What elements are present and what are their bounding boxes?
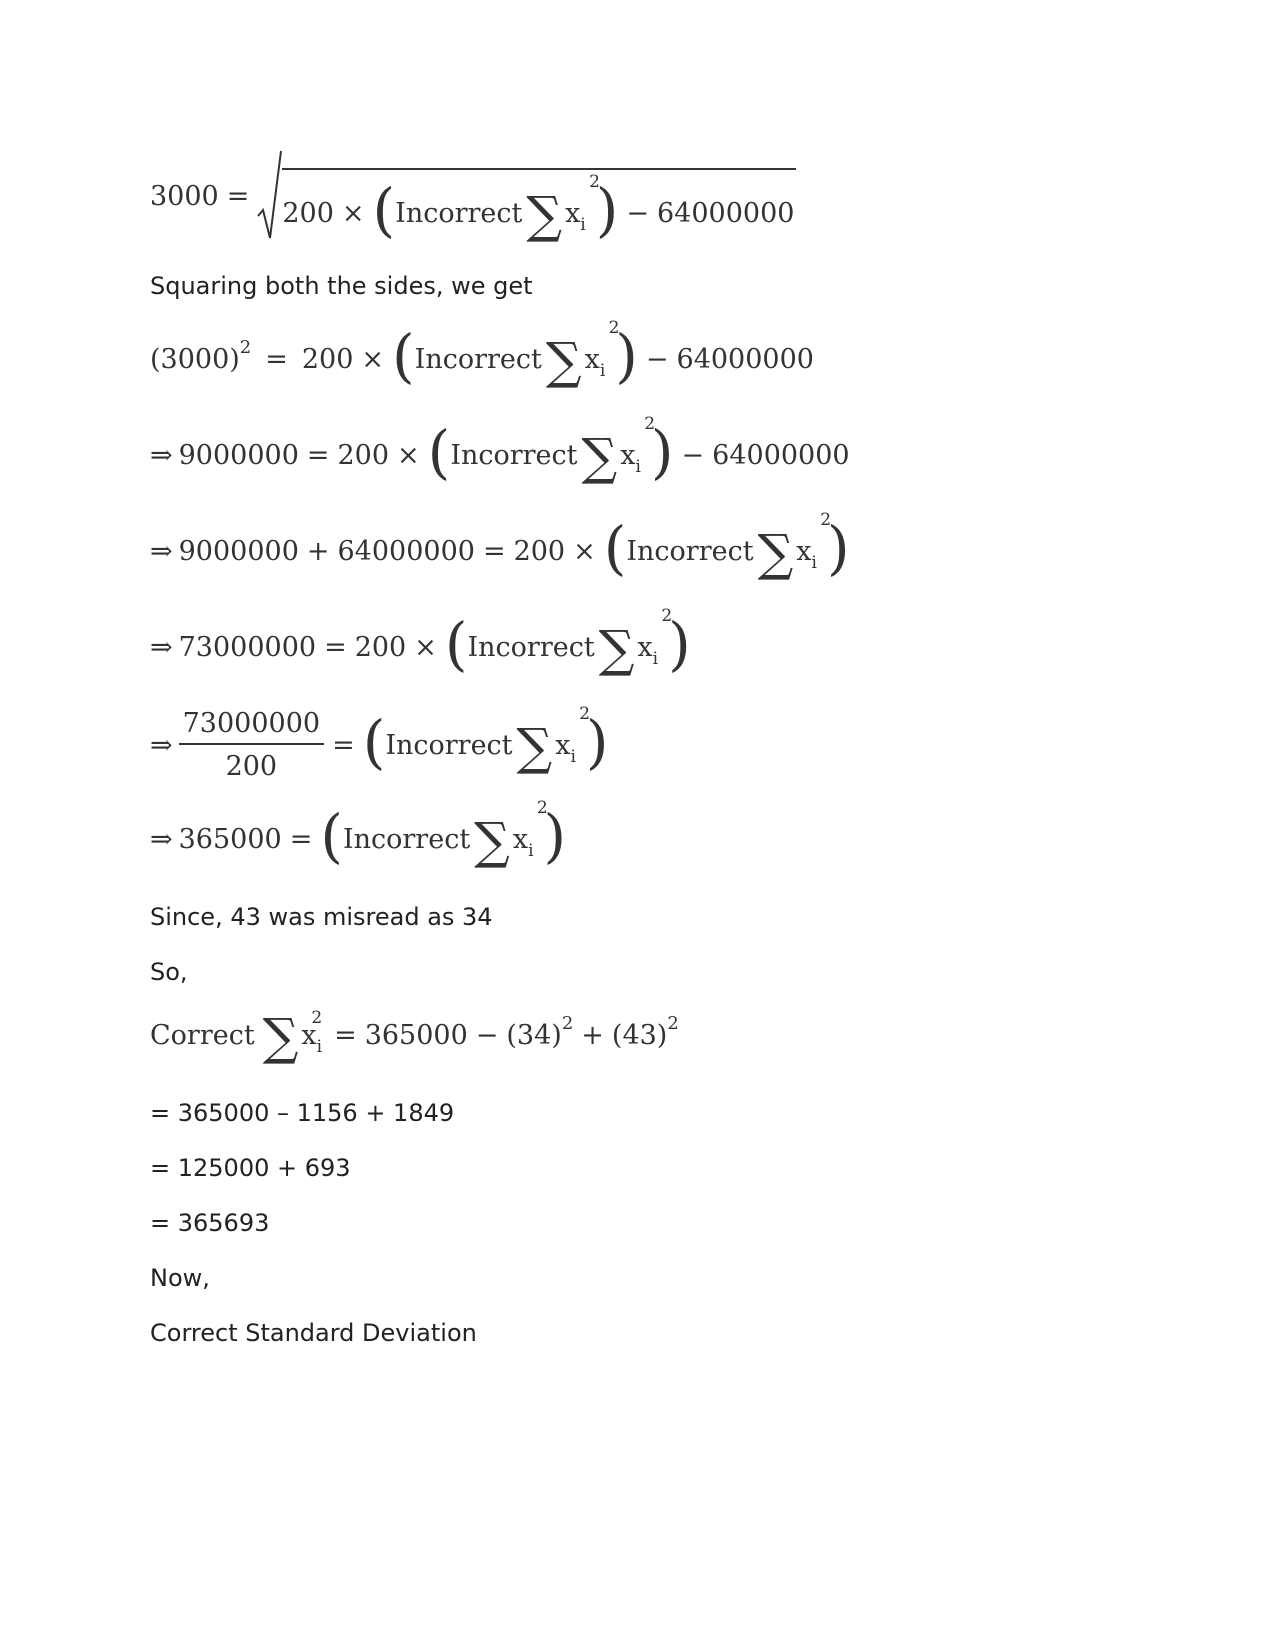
- eq7-incorrect: Incorrect: [342, 823, 471, 855]
- sup-2: 2: [311, 1007, 323, 1028]
- text-correct-sd: Correct Standard Deviation: [150, 1319, 477, 1347]
- left-paren: (: [427, 418, 451, 486]
- x-var: x: [565, 197, 581, 229]
- x-i-squared: [512, 797, 548, 861]
- equation-step-2: [150, 509, 850, 582]
- sup-2: 2: [644, 413, 656, 434]
- fraction-numerator: 73000000: [179, 708, 324, 745]
- sigma-icon: ∑: [757, 524, 794, 582]
- eq2-incorrect: Incorrect: [414, 343, 542, 375]
- implies-icon: ⇒: [150, 631, 173, 663]
- eq6-equals: =: [332, 729, 355, 761]
- eq3-constant: 64000000: [712, 439, 850, 471]
- x-var: x: [512, 823, 529, 855]
- x-var: x: [637, 631, 653, 663]
- eq2-constant: 64000000: [676, 343, 814, 375]
- sup-2: 2: [661, 605, 673, 626]
- equation-correct-sum: [150, 1007, 679, 1066]
- x-var: x: [301, 1019, 317, 1051]
- eq4-incorrect: Incorrect: [626, 535, 754, 567]
- eq3-times: ×: [397, 439, 420, 471]
- eq3-incorrect: Incorrect: [450, 439, 578, 471]
- eq2-factor: 200: [301, 343, 354, 375]
- left-paren: (: [603, 514, 627, 582]
- eq5-times: ×: [414, 631, 437, 663]
- eq2-lhs: (3000): [150, 343, 240, 375]
- eq2-times: ×: [361, 343, 385, 375]
- x-i-squared: [796, 509, 832, 573]
- right-paren: ): [615, 322, 638, 390]
- right-paren: ): [826, 514, 850, 582]
- sigma-icon: ∑: [526, 186, 563, 244]
- x-i-squared: [565, 171, 600, 235]
- right-paren: ): [650, 418, 674, 486]
- text-calc-3: = 365693: [150, 1209, 270, 1237]
- eq4-factor: 200: [513, 535, 566, 567]
- x-var: x: [620, 439, 636, 471]
- text-now: Now,: [150, 1264, 210, 1292]
- eq2-minus: −: [645, 343, 669, 375]
- sigma-icon: ∑: [516, 718, 553, 776]
- sigma-icon: ∑: [262, 1008, 299, 1066]
- left-paren: (: [444, 610, 468, 678]
- equation-result-incorrect: [150, 797, 567, 870]
- eq4-plus: +: [306, 535, 330, 567]
- left-paren: (: [372, 176, 396, 244]
- eq8-minus: −: [475, 1019, 499, 1051]
- eq5-factor: 200: [354, 631, 407, 663]
- eq1-constant: 64000000: [657, 197, 795, 229]
- eq7-lhs: 365000: [178, 823, 282, 855]
- eq8-value: 365000: [364, 1019, 468, 1051]
- sub-i: i: [528, 840, 534, 861]
- eq2-lhs-sup: 2: [239, 336, 252, 358]
- text-calc-1: = 365000 – 1156 + 1849: [150, 1099, 455, 1127]
- implies-icon: ⇒: [150, 823, 173, 855]
- left-paren: (: [320, 802, 343, 870]
- sub-i: i: [652, 648, 659, 669]
- eq3-factor: 200: [337, 439, 390, 471]
- text-squaring: Squaring both the sides, we get: [150, 272, 533, 300]
- eq8-correct: Correct: [150, 1019, 255, 1051]
- sub-i: i: [570, 746, 576, 767]
- eq5-equals: =: [324, 631, 347, 663]
- radicand: [282, 168, 796, 242]
- fraction: [179, 708, 324, 782]
- sub-i: i: [811, 552, 817, 573]
- x-i-squared: [301, 1007, 323, 1057]
- implies-icon: ⇒: [150, 729, 173, 761]
- sup-2: 2: [820, 509, 832, 530]
- sup-2: 2: [536, 797, 548, 818]
- sigma-icon: ∑: [474, 812, 510, 870]
- sqrt-expression: [257, 150, 796, 242]
- x-i-squared: [584, 317, 620, 381]
- eq8-term1-sup: 2: [561, 1012, 574, 1034]
- left-paren: (: [362, 708, 386, 776]
- text-calc-2: = 125000 + 693: [150, 1154, 351, 1182]
- sub-i: i: [580, 214, 586, 235]
- sigma-icon: ∑: [598, 620, 635, 678]
- eq3-equals: =: [306, 439, 330, 471]
- x-var: x: [584, 343, 600, 375]
- x-i-squared: [637, 605, 673, 669]
- text-misread: Since, 43 was misread as 34: [150, 903, 493, 931]
- sigma-icon: ∑: [581, 428, 618, 486]
- equation-step-3: [150, 605, 691, 678]
- right-paren: ): [543, 802, 567, 870]
- implies-icon: ⇒: [150, 535, 173, 567]
- sup-2: 2: [608, 317, 620, 338]
- eq1-minus: −: [626, 197, 649, 229]
- right-paren: ): [595, 176, 619, 244]
- eq4-a: 9000000: [178, 535, 299, 567]
- eq8-term1: (34): [506, 1019, 562, 1051]
- text-so: So,: [150, 958, 188, 986]
- x-i-squared: [620, 413, 656, 477]
- equation-step-1: [150, 413, 850, 486]
- sub-i: i: [316, 1036, 323, 1057]
- eq4-times: ×: [573, 535, 596, 567]
- x-var: x: [796, 535, 812, 567]
- eq7-equals: =: [289, 823, 313, 855]
- equation-sqrt: [150, 150, 796, 242]
- equation-squared: [150, 317, 814, 390]
- eq3-minus: −: [681, 439, 705, 471]
- eq2-equals: =: [265, 343, 288, 375]
- eq1-equals: =: [226, 180, 250, 212]
- left-paren: (: [392, 322, 415, 390]
- implies-icon: ⇒: [150, 439, 173, 471]
- eq4-b: 64000000: [337, 535, 475, 567]
- eq1-lhs: 3000: [150, 180, 219, 212]
- x-i-squared: [555, 703, 591, 767]
- eq3-lhs: 9000000: [178, 439, 299, 471]
- fraction-denominator: 200: [225, 751, 278, 782]
- equation-fraction: [150, 703, 609, 782]
- eq8-term2: (43): [611, 1019, 668, 1051]
- eq8-equals: =: [334, 1019, 357, 1051]
- eq4-equals: =: [482, 535, 506, 567]
- eq1-factor: 200: [282, 197, 334, 229]
- right-paren: ): [668, 610, 691, 678]
- sup-2: 2: [589, 171, 600, 192]
- sub-i: i: [599, 360, 606, 381]
- radical-sign-icon: [257, 150, 283, 242]
- eq5-lhs: 73000000: [178, 631, 317, 663]
- sup-2: 2: [579, 703, 591, 724]
- eq1-incorrect: Incorrect: [395, 197, 523, 229]
- eq6-incorrect: Incorrect: [385, 729, 513, 761]
- right-paren: ): [585, 708, 609, 776]
- eq1-times: ×: [341, 197, 365, 229]
- sigma-icon: ∑: [545, 332, 582, 390]
- eq8-term2-sup: 2: [667, 1012, 679, 1034]
- eq5-incorrect: Incorrect: [467, 631, 595, 663]
- eq8-plus: +: [581, 1019, 604, 1051]
- x-var: x: [555, 729, 571, 761]
- sub-i: i: [635, 456, 641, 477]
